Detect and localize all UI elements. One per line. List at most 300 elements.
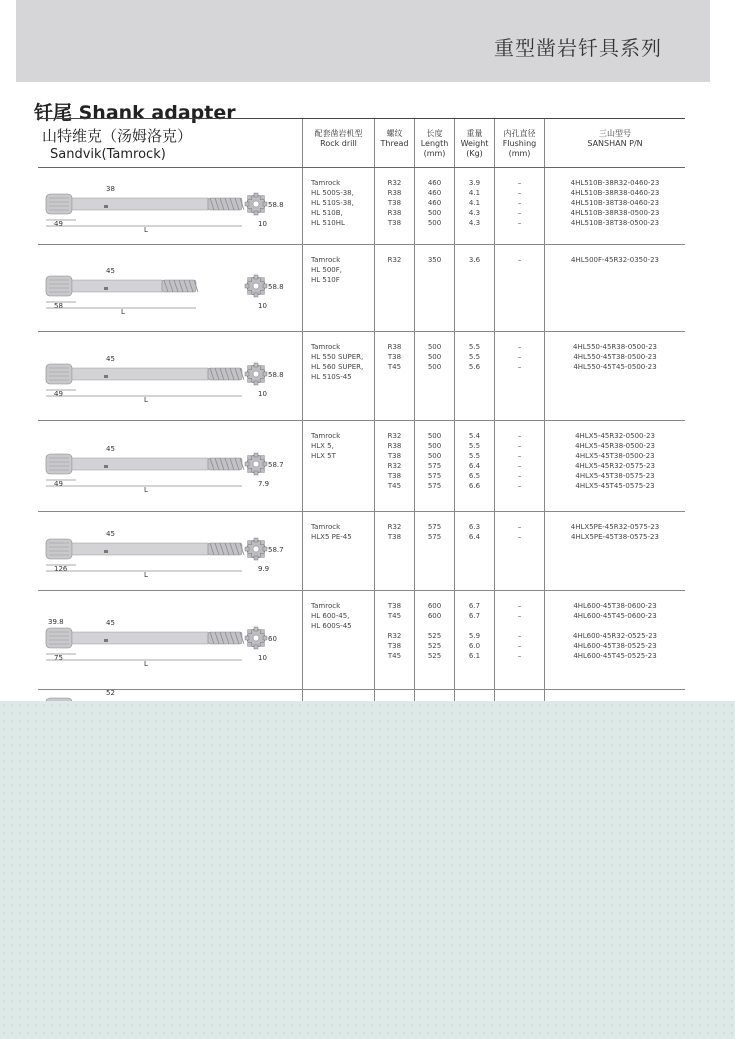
spline-head	[46, 454, 72, 474]
weight-cell	[454, 245, 494, 331]
table-row	[38, 512, 685, 591]
dim-l: L	[144, 226, 148, 234]
dotted-overlay	[0, 701, 735, 1039]
spline-tooth	[260, 630, 264, 634]
weight-cell	[454, 168, 494, 244]
thread-cell	[374, 332, 414, 420]
length-cell	[414, 421, 454, 511]
part-number-cell	[544, 168, 685, 244]
dim-d2: 49	[54, 480, 63, 488]
flushing-cell-line: –	[517, 209, 522, 217]
model-cell	[302, 512, 374, 590]
shank-drawing	[38, 245, 302, 331]
weight-cell-line: 5.5	[468, 442, 481, 450]
thread-cell	[374, 245, 414, 331]
spline-tooth	[248, 366, 252, 370]
dim-end: 7.9	[258, 480, 270, 488]
flushing-cell-line: –	[517, 452, 522, 460]
spline-tooth	[263, 462, 267, 466]
model-cell-line: HL 500S-38,	[311, 189, 354, 197]
table-body	[38, 168, 685, 731]
shank-drawing	[38, 512, 302, 590]
weight-cell-line: 5.5	[468, 452, 481, 460]
weight-cell-line: 6.7	[468, 602, 481, 610]
spline-head	[46, 276, 72, 296]
part-number-cell-line: 4HLX5-45T38-0575-23	[575, 472, 655, 480]
part-number-cell-line: 4HL550-45T45-0500-23	[573, 363, 657, 371]
dim-d0: 39.8	[48, 618, 64, 626]
spline-head	[46, 539, 72, 559]
spline-tooth	[260, 290, 264, 294]
length-cell-line: 500	[427, 432, 442, 440]
model-cell-line: Tamrock	[311, 256, 341, 264]
col-pn-cn: 三山型号	[599, 129, 631, 138]
dim-d1: 45	[106, 267, 115, 275]
part-number-cell-line	[545, 621, 685, 631]
spline-head	[46, 194, 72, 214]
thread-cell-line: T38	[387, 199, 402, 207]
thread-cell-line: R32	[387, 432, 402, 440]
model-cell-line: Tamrock	[311, 432, 341, 440]
shank-drawing	[38, 591, 302, 689]
dim-l: L	[144, 486, 148, 494]
thread-cell-line: R38	[387, 209, 402, 217]
weight-cell-line: 4.3	[468, 209, 481, 217]
spline-tooth	[254, 471, 258, 475]
weight-cell	[454, 332, 494, 420]
length-cell	[414, 591, 454, 689]
thread-cell-line: R38	[387, 343, 402, 351]
flushing-cell	[494, 245, 544, 331]
spline-tooth	[245, 547, 249, 551]
model-cell-line: HL 510HL	[311, 219, 345, 227]
weight-cell-line: 5.4	[468, 432, 481, 440]
model-cell-line: HLX 5T	[311, 452, 336, 460]
spline-tooth	[263, 284, 267, 288]
spline-tooth	[260, 541, 264, 545]
dim-end: 10	[258, 302, 267, 310]
col-pn-en: SANSHAN P/N	[587, 139, 643, 148]
model-cell-line: HL 500F,	[311, 266, 343, 274]
dim-d2: 49	[54, 390, 63, 398]
thread-cell-line: R38	[387, 442, 402, 450]
length-cell-line: 500	[427, 343, 442, 351]
length-cell	[414, 512, 454, 590]
col-length-unit: (mm)	[423, 149, 446, 158]
part-number-cell-line: 4HL600-45T45-0600-23	[573, 612, 657, 620]
col-weight-en: Weight	[460, 139, 489, 148]
spline-tooth	[248, 553, 252, 557]
weight-cell-line: 4.1	[468, 189, 481, 197]
length-cell-line: 500	[427, 442, 442, 450]
dim-dia: 60	[268, 635, 277, 643]
weight-cell-line: 6.7	[468, 612, 481, 620]
thread-cell-line	[375, 621, 414, 631]
thread-cell-line: T38	[387, 219, 402, 227]
weight-cell-line: 6.5	[468, 472, 481, 480]
length-cell-line: 350	[427, 256, 442, 264]
length-cell-line: 500	[427, 363, 442, 371]
shank-body	[72, 280, 162, 292]
end-view-bore	[253, 546, 259, 552]
dim-d2: 58	[54, 302, 63, 310]
flushing-cell	[494, 421, 544, 511]
thread-cell-line: R38	[387, 189, 402, 197]
thread-cell-line: R32	[387, 179, 402, 187]
dim-end: 10	[258, 220, 267, 228]
end-view-bore	[253, 635, 259, 641]
flushing-hole	[104, 550, 108, 553]
part-number-cell-line: 4HL600-45T38-0525-23	[573, 642, 657, 650]
weight-cell-line: 6.1	[468, 652, 481, 660]
part-number-cell-line: 4HLX5-45T45-0575-23	[575, 482, 655, 490]
dim-d1: 45	[106, 530, 115, 538]
spline-tooth	[254, 363, 258, 367]
end-view-bore	[253, 371, 259, 377]
col-length-en: Length	[420, 139, 449, 148]
part-number-cell-line: 4HLX5-45R32-0575-23	[575, 462, 655, 470]
part-number-cell-line: 4HLX5-45R38-0500-23	[575, 442, 655, 450]
catalog-title: 重型凿岩钎具系列	[494, 36, 662, 60]
spline-tooth	[245, 284, 249, 288]
col-rock-drill-cn: 配套凿岩机型	[314, 129, 363, 138]
flushing-hole	[104, 287, 108, 290]
length-cell	[414, 332, 454, 420]
spline-tooth	[263, 202, 267, 206]
shank-body	[72, 368, 208, 380]
length-cell	[414, 245, 454, 331]
end-view-bore	[253, 461, 259, 467]
part-number-cell-line: 4HL500F-45R32-0350-23	[571, 256, 659, 264]
length-cell-line: 600	[427, 612, 442, 620]
model-cell-line: HL 510F	[311, 276, 340, 284]
weight-cell	[454, 512, 494, 590]
flushing-cell-line: –	[517, 432, 522, 440]
spline-tooth	[260, 208, 264, 212]
model-cell-line: HLX5 PE-45	[311, 533, 352, 541]
thread-cell-line: T45	[387, 612, 402, 620]
flushing-cell-line: –	[517, 343, 522, 351]
dim-l: L	[144, 396, 148, 404]
part-number-cell-line: 4HL510B-38R38-0500-23	[570, 209, 660, 217]
length-cell-line: 500	[427, 452, 442, 460]
dim-d1: 38	[106, 185, 115, 193]
weight-cell-line: 3.6	[468, 256, 481, 264]
weight-cell-line: 3.9	[468, 179, 481, 187]
part-number-cell-line: 4HLX5PE-45R32-0575-23	[570, 523, 660, 531]
weight-cell-line: 4.1	[468, 199, 481, 207]
flushing-cell-line: –	[517, 482, 522, 490]
thread-cell	[374, 168, 414, 244]
flushing-cell-line: –	[517, 199, 522, 207]
flushing-cell	[494, 591, 544, 689]
spline-tooth	[260, 468, 264, 472]
flushing-cell-line: –	[517, 632, 522, 640]
thread-cell	[374, 421, 414, 511]
model-cell	[302, 591, 374, 689]
flushing-cell-line: –	[517, 523, 522, 531]
thread-cell-line: T38	[387, 472, 402, 480]
table-header	[38, 119, 685, 168]
model-cell-line: Tamrock	[311, 523, 341, 531]
weight-cell-line	[455, 621, 494, 631]
flushing-hole	[104, 639, 108, 642]
length-cell-line: 500	[427, 209, 442, 217]
flushing-cell-line: –	[517, 179, 522, 187]
length-cell-line: 460	[427, 199, 442, 207]
col-flushing	[494, 119, 544, 167]
spline-tooth	[248, 196, 252, 200]
part-number-cell	[544, 512, 685, 590]
part-number-cell-line: 4HL550-45T38-0500-23	[573, 353, 657, 361]
dim-l: L	[144, 571, 148, 579]
model-cell	[302, 332, 374, 420]
spline-tooth	[254, 275, 258, 279]
spline-tooth	[263, 636, 267, 640]
shank-drawing	[38, 421, 302, 511]
model-cell-line: HL 550 SUPER,	[311, 353, 364, 361]
flushing-cell	[494, 332, 544, 420]
spline-tooth	[245, 462, 249, 466]
spline-tooth	[254, 453, 258, 457]
spline-tooth	[254, 645, 258, 649]
spline-tooth	[245, 202, 249, 206]
dim-end: 9.9	[258, 565, 270, 573]
spline-tooth	[245, 636, 249, 640]
thread-cell	[374, 512, 414, 590]
length-cell-line: 600	[427, 602, 442, 610]
length-cell-line: 575	[427, 482, 442, 490]
flushing-cell-line: –	[517, 363, 522, 371]
spline-tooth	[260, 642, 264, 646]
thread-cell-line: R32	[387, 632, 402, 640]
part-number-cell	[544, 421, 685, 511]
end-view-bore	[253, 201, 259, 207]
col-weight-cn: 重量	[466, 129, 483, 138]
spline-tooth	[260, 378, 264, 382]
spline-tooth	[260, 366, 264, 370]
flushing-hole	[104, 205, 108, 208]
length-cell-line: 500	[427, 353, 442, 361]
flushing-cell-line: –	[517, 353, 522, 361]
part-number-cell-line: 4HL600-45R32-0525-23	[573, 632, 657, 640]
length-cell-line: 575	[427, 462, 442, 470]
flushing-cell-line: –	[517, 652, 522, 660]
thread-cell-line: T45	[387, 363, 402, 371]
flushing-cell-line: –	[517, 442, 522, 450]
part-number-cell-line: 4HL510B-38T38-0460-23	[570, 199, 660, 207]
weight-cell	[454, 591, 494, 689]
weight-cell-line: 4.3	[468, 219, 481, 227]
dim-d2: 126	[54, 565, 68, 573]
part-number-cell-line: 4HL550-45R38-0500-23	[573, 343, 657, 351]
weight-cell	[454, 421, 494, 511]
table-row	[38, 591, 685, 690]
length-cell-line: 525	[427, 642, 442, 650]
spline-tooth	[260, 553, 264, 557]
dim-d1: 52	[106, 690, 115, 697]
length-cell-line: 460	[427, 189, 442, 197]
col-flushing-cn: 内孔直径	[503, 129, 536, 138]
length-cell	[414, 168, 454, 244]
spline-tooth	[248, 630, 252, 634]
spline-tooth	[254, 556, 258, 560]
table-row	[38, 421, 685, 512]
weight-cell-line: 5.5	[468, 343, 481, 351]
section-title: 钎尾 Shank adapter	[34, 102, 236, 124]
col-flushing-unit: (mm)	[508, 149, 531, 158]
spline-tooth	[248, 468, 252, 472]
flushing-hole	[104, 465, 108, 468]
model-cell	[302, 168, 374, 244]
thread-cell-line: T45	[387, 482, 402, 490]
model-cell-line: HL 510B,	[311, 209, 343, 217]
dim-l: L	[121, 308, 125, 316]
spline-tooth	[254, 538, 258, 542]
flushing-cell-line: –	[517, 219, 522, 227]
thread-cell-line: T45	[387, 652, 402, 660]
part-number-cell-line: 4HLX5PE-45T38-0575-23	[571, 533, 659, 541]
model-cell	[302, 245, 374, 331]
part-number-cell-line: 4HL600-45T38-0600-23	[573, 602, 657, 610]
weight-cell-line: 6.6	[468, 482, 481, 490]
thread-cell-line: T38	[387, 533, 402, 541]
model-cell-line: Tamrock	[311, 602, 341, 610]
model-cell-line: HL 560 SUPER,	[311, 363, 364, 371]
dim-l: L	[144, 660, 148, 668]
table-row	[38, 332, 685, 421]
spline-head	[46, 364, 72, 384]
thread-cell-line: T38	[387, 353, 402, 361]
table-row	[38, 168, 685, 245]
col-thread-cn: 螺纹	[386, 129, 403, 138]
spline-tooth	[248, 278, 252, 282]
spline-head	[46, 628, 72, 648]
spline-tooth	[260, 278, 264, 282]
dim-d1: 45	[106, 355, 115, 363]
part-number-cell	[544, 591, 685, 689]
length-cell-line: 575	[427, 472, 442, 480]
spline-tooth	[248, 378, 252, 382]
model-cell	[302, 421, 374, 511]
model-cell-line: HL 510S-45	[311, 373, 352, 381]
col-flushing-en: Flushing	[502, 139, 537, 148]
flushing-cell-line: –	[517, 533, 522, 541]
dim-dia: 58.8	[268, 371, 284, 379]
thread-cell-line: R32	[387, 523, 402, 531]
dim-d1: 45	[106, 445, 115, 453]
spline-tooth	[248, 290, 252, 294]
col-weight-unit: (Kg)	[466, 149, 483, 158]
table-row	[38, 245, 685, 332]
spline-tooth	[260, 456, 264, 460]
col-part-number	[544, 119, 685, 167]
spline-tooth	[248, 456, 252, 460]
part-number-cell-line: 4HL510B-38R38-0460-23	[570, 189, 660, 197]
thread-cell-line: T38	[387, 602, 402, 610]
model-cell-line: HL 510S-38,	[311, 199, 354, 207]
col-length-cn: 长度	[426, 129, 443, 138]
spline-tooth	[248, 541, 252, 545]
length-cell-line: 575	[427, 533, 442, 541]
shank-body	[72, 198, 208, 210]
weight-cell-line: 6.4	[468, 533, 481, 541]
length-cell-line: 525	[427, 632, 442, 640]
part-number-cell	[544, 332, 685, 420]
flushing-cell-line: –	[517, 612, 522, 620]
spline-tooth	[248, 642, 252, 646]
part-number-cell-line: 4HLX5-45R32-0500-23	[575, 432, 655, 440]
model-cell-line: HL 600S-45	[311, 622, 352, 630]
end-view-bore	[253, 283, 259, 289]
dim-dia: 58.7	[268, 546, 284, 554]
spline-tooth	[254, 193, 258, 197]
thread-cell-line: R32	[387, 256, 402, 264]
col-thread-en: Thread	[380, 139, 409, 148]
part-number-cell-line: 4HL510B-38R32-0460-23	[570, 179, 660, 187]
spline-tooth	[248, 208, 252, 212]
shank-body	[72, 543, 208, 555]
weight-cell-line: 6.0	[468, 642, 481, 650]
dim-dia: 58.7	[268, 461, 284, 469]
thread-cell	[374, 591, 414, 689]
thread-cell-line: T38	[387, 642, 402, 650]
flushing-cell-line: –	[517, 462, 522, 470]
flushing-cell-line: –	[517, 642, 522, 650]
model-cell-line: Tamrock	[311, 179, 341, 187]
dim-dia: 58.8	[268, 283, 284, 291]
dim-dia: 58.8	[268, 201, 284, 209]
flushing-cell-line	[495, 621, 544, 631]
col-rock-drill-en: Rock drill	[320, 139, 357, 148]
weight-cell-line: 5.5	[468, 353, 481, 361]
dim-end: 10	[258, 654, 267, 662]
model-cell-line: Tamrock	[311, 343, 341, 351]
length-cell-line: 460	[427, 179, 442, 187]
part-number-cell	[544, 245, 685, 331]
shank-body	[72, 632, 208, 644]
shank-drawing	[38, 332, 302, 420]
part-number-cell-line: 4HL510B-38T38-0500-23	[570, 219, 660, 227]
flushing-cell-line: –	[517, 602, 522, 610]
flushing-cell	[494, 168, 544, 244]
flushing-cell-line: –	[517, 256, 522, 264]
weight-cell-line: 6.3	[468, 523, 481, 531]
spline-tooth	[254, 627, 258, 631]
spline-tooth	[254, 381, 258, 385]
dim-end: 10	[258, 390, 267, 398]
dim-d1: 45	[106, 619, 115, 627]
dim-d2: 49	[54, 220, 63, 228]
length-cell-line: 500	[427, 219, 442, 227]
flushing-cell-line: –	[517, 189, 522, 197]
dim-d2: 75	[54, 654, 63, 662]
header-band	[16, 0, 710, 82]
thread-cell-line: T38	[387, 452, 402, 460]
spline-tooth	[263, 372, 267, 376]
model-cell-line: HL 600-45,	[311, 612, 350, 620]
part-number-cell-line: 4HLX5-45T38-0500-23	[575, 452, 655, 460]
shank-body	[72, 458, 208, 470]
flushing-cell	[494, 512, 544, 590]
shank-adapter-table	[38, 118, 685, 731]
weight-cell-line: 5.6	[468, 363, 481, 371]
thread-cell-line: R32	[387, 462, 402, 470]
length-cell-line: 575	[427, 523, 442, 531]
brand-name-en: Sandvik(Tamrock)	[50, 147, 166, 162]
model-cell-line: HLX 5,	[311, 442, 334, 450]
flushing-cell-line: –	[517, 472, 522, 480]
